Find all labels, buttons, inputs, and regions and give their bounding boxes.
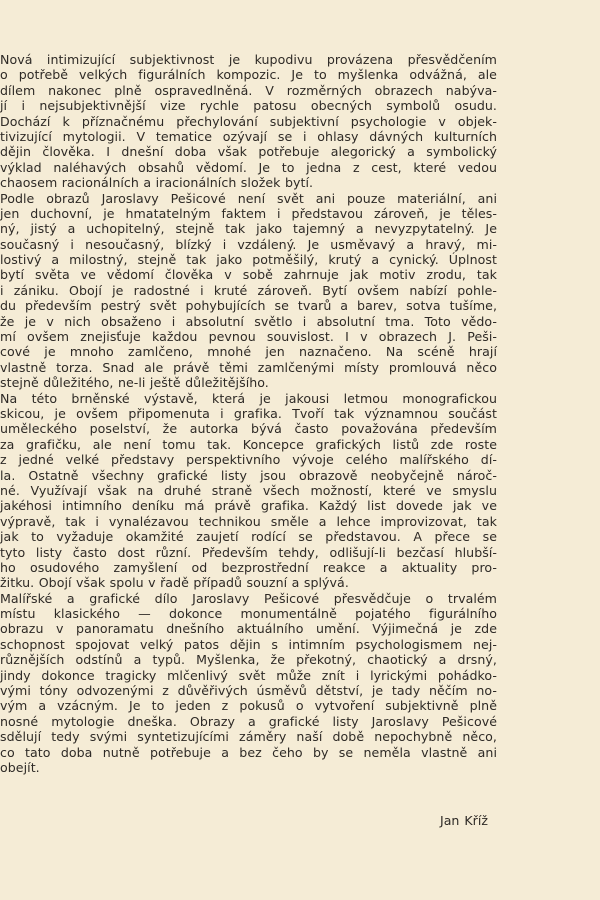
text-line: ho osudového zamyšlení od bezprostřední reakce a aktuality pro- (0, 559, 497, 575)
text-line: obejít. (0, 759, 40, 775)
text-line: jen duchovní, je hmatatelným faktem i představou zároveň, je těles- (0, 205, 497, 221)
text-line: cové je mnoho zamlčeno, mnohé jen naznačeno. Na scéně hrají (0, 344, 497, 360)
text-line: jindy dokonce tragicky mlčenlivý svět může znít i lyrickými pohádko- (0, 667, 497, 683)
text-line: vlastně torza. Snad ale právě těmi zamlčenými místy promlouvá něco (0, 359, 497, 375)
text-line: stejně důležitého, ne-li ještě důležitějšího. (0, 375, 269, 391)
paragraph (0, 52, 497, 191)
text-line: obrazu v panoramatu dnešního aktuálního umění. Výjimečná je zde (0, 621, 497, 637)
text-line: co tato doba nutně potřebuje a bez čeho by se neměla vlastně ani (0, 744, 497, 760)
paragraph (0, 191, 497, 391)
text-line: du především pestrý svět pohybujících se tvarů a barev, sotva tušíme, (0, 298, 497, 314)
text-line: z jedné velké představy perspektivního vývoje celého malířského dí- (0, 452, 497, 468)
paragraph (0, 391, 497, 591)
text-line: i zániku. Obojí je radostné i kruté zároveň. Bytí ovšem nabízí pohle- (0, 282, 497, 298)
text-line: nosné mytologie dneška. Obrazy a grafické listy Jaroslavy Pešicové (0, 713, 497, 729)
text-line: Nová intimizující subjektivnost je kupodivu provázena přesvědčením (0, 52, 497, 67)
text-line: Dochází k příznačnému přechylování subjektivní psychologie v objek- (0, 113, 497, 129)
text-line: uměleckého poselství, že autorka bývá často považována především (0, 421, 497, 437)
text-line: skicou, je ovšem připomenuta i grafika. Tvoří tak významnou součást (0, 405, 497, 421)
text-line: výpravě, tak i vynalézavou technikou směle a lehce improvizovat, tak (0, 513, 497, 529)
text-line: různějších odstínů a typů. Myšlenka, že překotný, chaotický a drsný, (0, 652, 497, 668)
text-line: tyto listy často dost různí. Především tehdy, odlišují-li bezčasí hlubší- (0, 544, 497, 560)
text-line: žitku. Obojí však spolu v řadě případů souzní a splývá. (0, 575, 349, 591)
text-line: dílem nakonec plně ospravedlněná. V rozměrných obrazech nabýva- (0, 82, 497, 98)
author-signature: Jan Kříž (440, 813, 488, 828)
text-line: chaosem racionálních a iracionálních složek bytí. (0, 175, 314, 191)
text-line: sdělují tedy svými syntetizujícími záměry naší době nepochybně něco, (0, 729, 497, 745)
text-line: Podle obrazů Jaroslavy Pešicové není svět ani pouze materiální, ani (0, 190, 497, 206)
text-line: jak to vyžaduje okamžité zaujetí rodící se představou. A přece se (0, 529, 497, 545)
paragraph (0, 591, 497, 776)
text-line: vými tóny odvozenými z důvěřivých úsměvů dětství, je tady něčím no- (0, 683, 497, 699)
text-line: bytí světa ve vědomí člověka v sobě zahrnuje jak motiv zrodu, tak (0, 267, 497, 283)
text-line: dějin člověka. I dnešní doba však potřebuje alegorický a symbolický (0, 144, 497, 160)
text-line: že je v nich obsaženo i absolutní světlo i absolutní tma. Toto vědo- (0, 313, 497, 329)
text-line: jakéhosi intimního deníku má právě grafika. Každý list dovede jak ve (0, 498, 497, 514)
text-line: vým a vzácným. Je to jeden z pokusů o vytvoření subjektivně plně (0, 698, 497, 714)
text-line: výklad naléhavých obsahů vědomí. Je to jedna z cest, které vedou (0, 159, 497, 175)
text-line: za grafičku, ale není tomu tak. Koncepce grafických listů zde roste (0, 436, 497, 452)
text-line: mí ovšem znejisťuje každou pevnou souvislost. I v obrazech J. Peši- (0, 329, 497, 345)
text-line: la. Ostatně všechny grafické listy jsou obrazově neobyčejně nároč- (0, 467, 497, 483)
text-line: ný, jistý a uchopitelný, stejně tak jako tajemný a nevyzpytatelný. Je (0, 221, 497, 237)
text-line: jí i nejsubjektivnější vize rychle patosu obecných symbolů osudu. (0, 98, 497, 114)
text-line: lostivý a milostný, stejně tak jako potměšilý, krutý a cynický. Úplnost (0, 252, 497, 268)
article-body (0, 52, 497, 775)
text-line: schopnost spojovat velký patos dějin s intimním psychologismem nej- (0, 636, 497, 652)
text-line: o potřebě velkých figurálních kompozic. Je to myšlenka odvážná, ale (0, 67, 497, 83)
text-line: tivizující mytologii. V tematice ozývají se i ohlasy dávných kulturních (0, 128, 497, 144)
text-line: místu klasického — dokonce monumentálně pojatého figurálního (0, 606, 497, 622)
text-line: současný i nesoučasný, blízký i vzdálený. Je usměvavý a hravý, mi- (0, 236, 497, 252)
text-line: Malířské a grafické dílo Jaroslavy Pešicové přesvědčuje o trvalém (0, 590, 497, 606)
text-line: né. Využívají však na druhé straně všech možností, které ve smyslu (0, 482, 497, 498)
text-line: Na této brněnské výstavě, která je jakousi letmou monografickou (0, 390, 497, 406)
